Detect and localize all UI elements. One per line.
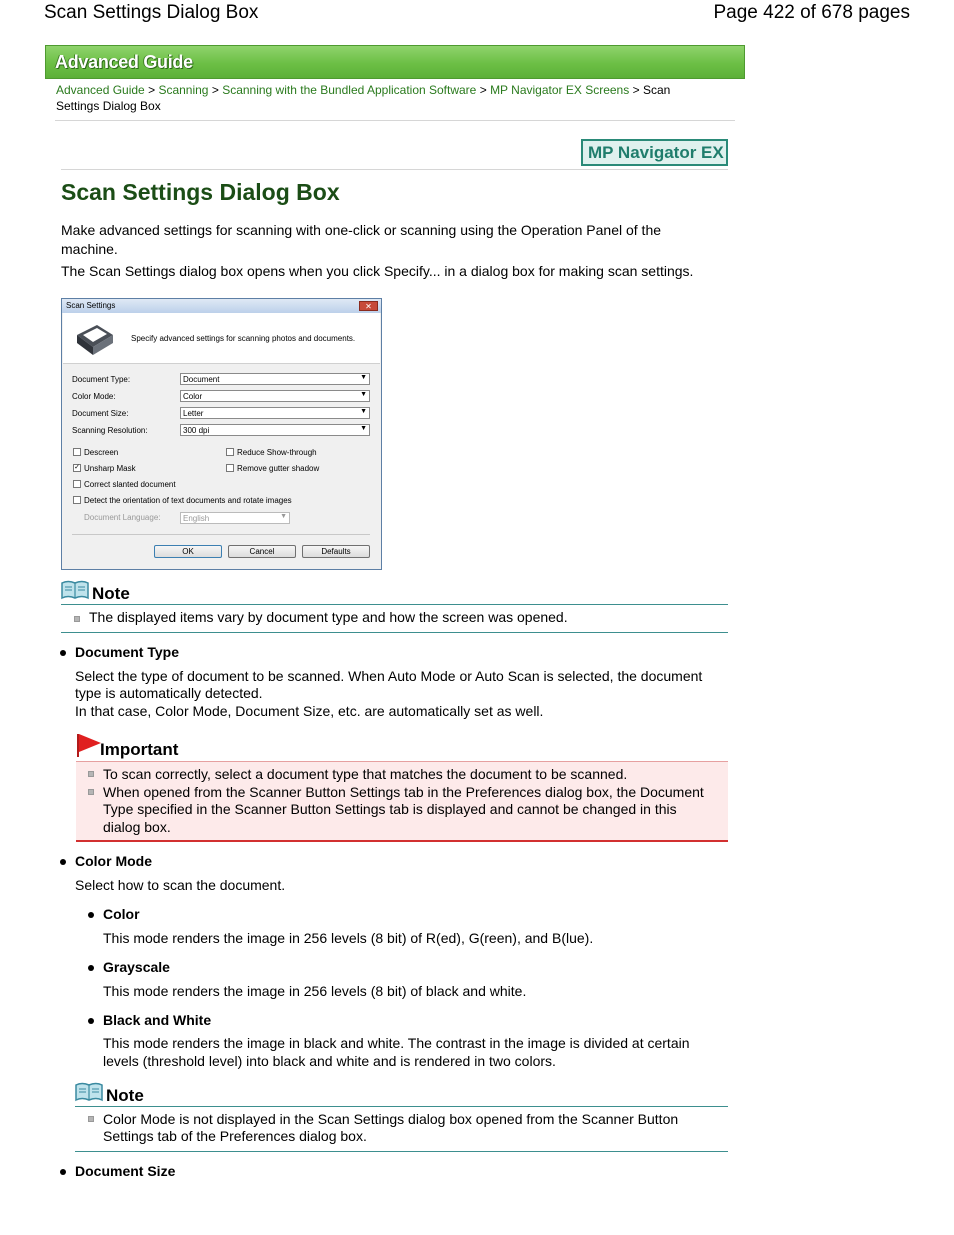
intro-line: Make advanced settings for scanning with one-click or scanning using the Operation Panel of the bbox=[61, 222, 662, 238]
checkmark-icon: ✓ bbox=[74, 464, 80, 471]
breadcrumb-advanced-guide[interactable]: Advanced Guide bbox=[56, 83, 145, 97]
checkbox-label: Unsharp Mask bbox=[84, 464, 136, 473]
breadcrumb-separator: > bbox=[211, 83, 219, 97]
list-bullet bbox=[60, 1169, 66, 1175]
chevron-down-icon: ▼ bbox=[360, 374, 367, 381]
section-heading: Document Size bbox=[75, 1163, 176, 1179]
field-label: Document Size: bbox=[72, 409, 129, 418]
paragraph-line: Select how to scan the document. bbox=[75, 877, 286, 893]
list-bullet bbox=[74, 616, 80, 622]
field-label: Color Mode: bbox=[72, 392, 116, 401]
note-top-rule bbox=[75, 1106, 728, 1107]
scan-settings-dialog-image bbox=[61, 298, 382, 570]
breadcrumb-bundled-software[interactable]: Scanning with the Bundled Application Software bbox=[222, 83, 477, 97]
chevron-down-icon: ▼ bbox=[360, 391, 367, 398]
paragraph-line: This mode renders the image in 256 levels (8 bit) of R(ed), G(reen), and B(lue). bbox=[103, 930, 594, 946]
note-book-icon bbox=[75, 1082, 103, 1102]
badge-label: MP Navigator EX bbox=[588, 143, 724, 162]
scanner-icon bbox=[73, 321, 117, 357]
intro-line: machine. bbox=[61, 241, 118, 257]
document-type-select bbox=[180, 373, 370, 385]
dialog-titlebar bbox=[62, 299, 381, 313]
list-bullet bbox=[88, 771, 94, 777]
field-label: Scanning Resolution: bbox=[72, 426, 148, 435]
defaults-button: Defaults bbox=[302, 545, 370, 558]
advanced-guide-banner bbox=[45, 45, 745, 79]
page-number: Page 422 of 678 pages bbox=[713, 2, 910, 23]
cancel-button: Cancel bbox=[228, 545, 296, 558]
remove-gutter-checkbox bbox=[226, 464, 234, 472]
breadcrumb-current-cont: Settings Dialog Box bbox=[56, 98, 161, 113]
chevron-down-icon: ▼ bbox=[280, 513, 287, 520]
chevron-down-icon: ▼ bbox=[360, 425, 367, 432]
dialog-divider bbox=[72, 534, 370, 535]
detect-orientation-checkbox bbox=[73, 496, 81, 504]
paragraph-line: Select the type of document to be scanned. When Auto Mode or Auto Scan is selected, the document bbox=[75, 668, 703, 684]
correct-slanted-checkbox bbox=[73, 480, 81, 488]
checkbox-label: Correct slanted document bbox=[84, 480, 176, 489]
important-item: Type specified in the Scanner Button Settings tab is displayed and cannot be changed in this bbox=[103, 801, 677, 817]
breadcrumb-separator: > bbox=[632, 83, 640, 97]
paragraph-line: This mode renders the image in 256 levels (8 bit) of black and white. bbox=[103, 983, 527, 999]
list-bullet bbox=[88, 1116, 94, 1122]
intro-line: The Scan Settings dialog box opens when you click Specify... in a dialog box for making scan settings. bbox=[61, 263, 694, 279]
paragraph-line: levels (threshold level) into black and white and is rendered in two colors. bbox=[103, 1053, 556, 1069]
descreen-checkbox bbox=[73, 448, 81, 456]
list-bullet bbox=[88, 789, 94, 795]
note-item: The displayed items vary by document type and how the screen was opened. bbox=[89, 609, 568, 625]
breadcrumb-separator: > bbox=[148, 83, 156, 97]
section-heading: Color Mode bbox=[75, 853, 152, 869]
note-title: Note bbox=[106, 1086, 144, 1105]
list-bullet bbox=[88, 912, 94, 918]
document-size-select bbox=[180, 407, 370, 419]
dialog-header bbox=[63, 313, 380, 364]
checkbox-label: Remove gutter shadow bbox=[237, 464, 320, 473]
ok-button: OK bbox=[154, 545, 222, 558]
checkbox-label: Detect the orientation of text documents and rotate images bbox=[84, 496, 292, 505]
note-title: Note bbox=[92, 584, 130, 603]
document-title: Scan Settings Dialog Box bbox=[44, 2, 259, 23]
mp-navigator-badge bbox=[581, 139, 728, 166]
list-bullet bbox=[60, 859, 66, 865]
note-book-icon bbox=[61, 580, 89, 600]
breadcrumb-mp-navigator-screens[interactable]: MP Navigator EX Screens bbox=[490, 83, 630, 97]
important-title: Important bbox=[100, 740, 179, 759]
breadcrumb-current: Scan bbox=[642, 83, 671, 97]
list-bullet bbox=[88, 965, 94, 971]
paragraph-line: In that case, Color Mode, Document Size, etc. are automatically set as well. bbox=[75, 703, 544, 719]
color-mode-select bbox=[180, 390, 370, 402]
select-value: Letter bbox=[183, 409, 204, 418]
breadcrumb-separator: > bbox=[479, 83, 487, 97]
reduce-show-through-checkbox bbox=[226, 448, 234, 456]
note-top-rule bbox=[61, 604, 728, 605]
select-value: Color bbox=[183, 392, 203, 401]
field-label: Document Type: bbox=[72, 375, 131, 384]
chevron-down-icon: ▼ bbox=[360, 408, 367, 415]
page-title: Scan Settings Dialog Box bbox=[61, 179, 340, 205]
list-bullet bbox=[60, 650, 66, 656]
document-language-select bbox=[180, 512, 290, 524]
subsection-heading: Grayscale bbox=[103, 959, 170, 975]
dialog-description: Specify advanced settings for scanning photos and documents. bbox=[131, 334, 356, 343]
divider bbox=[55, 120, 735, 121]
important-item: When opened from the Scanner Button Settings tab in the Preferences dialog box, the Document bbox=[103, 784, 704, 800]
section-heading: Document Type bbox=[75, 644, 179, 660]
list-bullet bbox=[88, 1018, 94, 1024]
resolution-select bbox=[180, 424, 370, 436]
note-item: Color Mode is not displayed in the Scan Settings dialog box opened from the Scanner Button bbox=[103, 1111, 679, 1127]
subsection-heading: Color bbox=[103, 906, 140, 922]
paragraph-line: This mode renders the image in black and white. The contrast in the image is divided at certain bbox=[103, 1035, 690, 1051]
breadcrumb-scanning[interactable]: Scanning bbox=[158, 83, 209, 97]
close-icon: ✕ bbox=[359, 301, 378, 311]
note-bottom-rule bbox=[75, 1151, 728, 1152]
important-item: dialog box. bbox=[103, 819, 171, 835]
checkbox-label: Descreen bbox=[84, 448, 119, 457]
note-item: Settings tab of the Preferences dialog box. bbox=[103, 1128, 367, 1144]
important-item: To scan correctly, select a document type that matches the document to be scanned. bbox=[103, 766, 628, 782]
paragraph-line: type is automatically detected. bbox=[75, 685, 263, 701]
document-language-label: Document Language: bbox=[84, 513, 161, 522]
select-value: Document bbox=[183, 375, 220, 384]
note-bottom-rule bbox=[61, 632, 728, 633]
select-value: 300 dpi bbox=[183, 426, 210, 435]
divider bbox=[61, 169, 728, 170]
banner-label: Advanced Guide bbox=[55, 52, 193, 72]
checkbox-label: Reduce Show-through bbox=[237, 448, 317, 457]
breadcrumb bbox=[56, 83, 736, 114]
unsharp-mask-checkbox bbox=[73, 464, 81, 472]
important-flag-icon bbox=[76, 733, 102, 757]
dialog-title: Scan Settings bbox=[66, 301, 116, 310]
subsection-heading: Black and White bbox=[103, 1012, 212, 1028]
select-value: English bbox=[183, 514, 210, 523]
